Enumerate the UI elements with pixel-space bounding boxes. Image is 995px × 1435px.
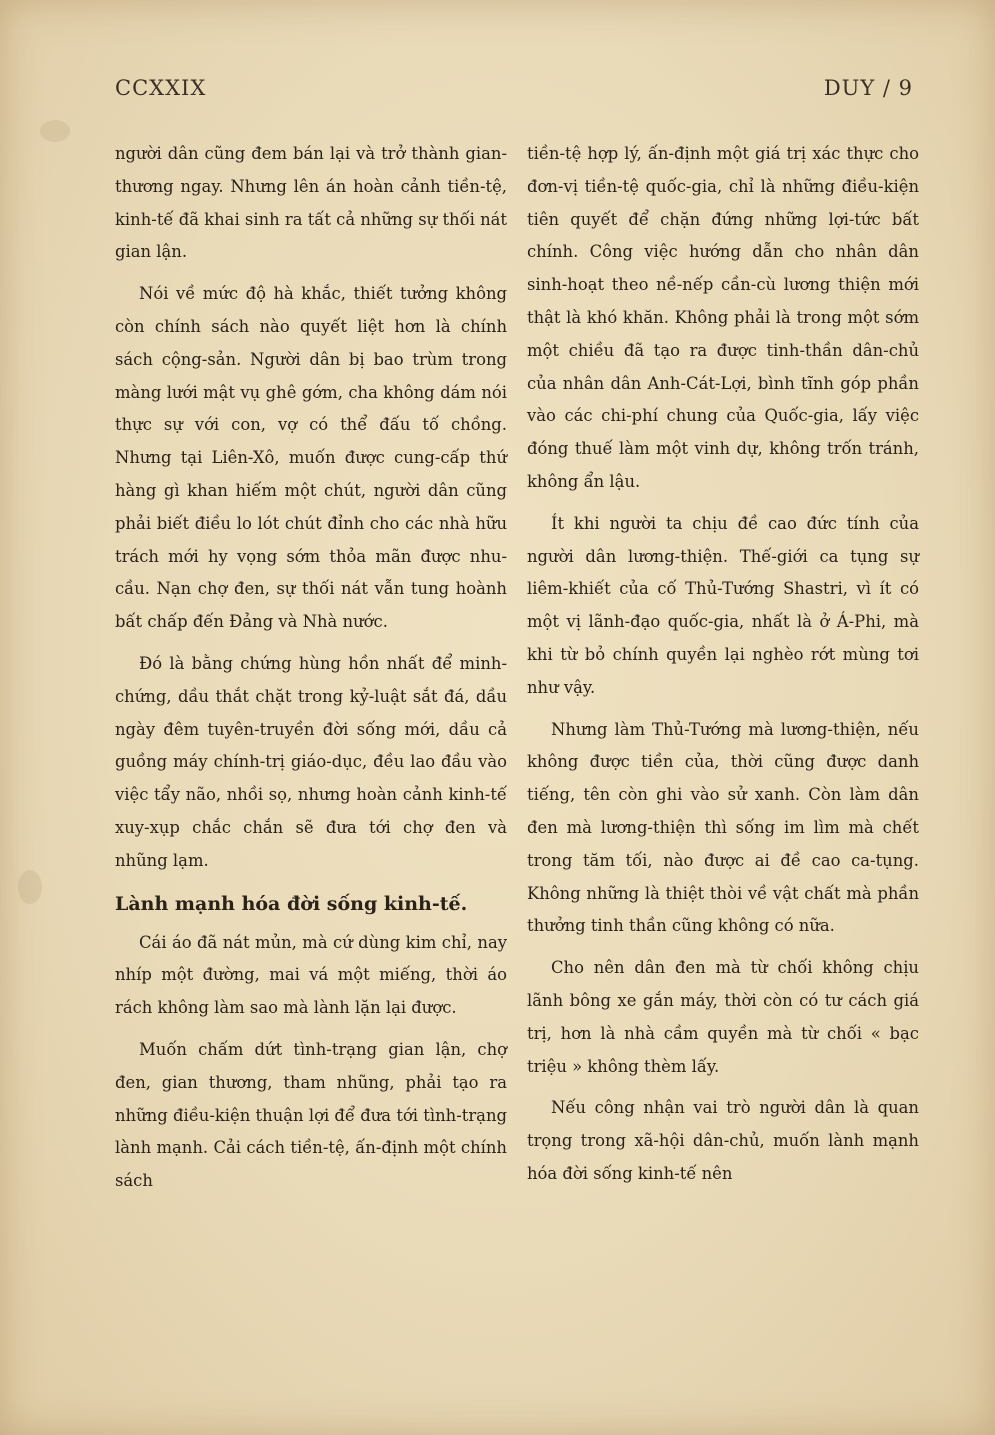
paragraph: Nếu công nhận vai trò người dân là quan trọng trong xã-hội dân-chủ, muốn lành mạnh hóa đời sống kinh-tế nên [527, 1098, 919, 1183]
paragraph: Nhưng làm Thủ-Tướng mà lương-thiện, nếu không được tiền của, thời cũng được danh tiếng, tên còn ghi vào sử xanh. Còn làm dân đen mà lương-thiện thì sống im lìm mà chết trong tăm tối, nào được ai đề cao ca-tụng. Không những là thiệt thòi về vật chất mà phần thưởng tinh thần cũng không có nữa. [527, 719, 919, 936]
paragraph: Đó là bằng chứng hùng hồn nhất để minh-chứng, dầu thắt chặt trong kỷ-luật sắt đá, dầu ngày đêm tuyên-truyền đời sống mới, dầu cả guồng máy chính-trị giáo-dục, đều lao đầu vào việc tẩy não, nhồi sọ, nhưng hoàn cảnh kinh-tế xuy-xụp chắc chắn sẽ đưa tới chợ đen và nhũng lạm. [115, 653, 507, 870]
paper-stain [40, 120, 70, 142]
paragraph: Nói về mức độ hà khắc, thiết tưởng không còn chính sách nào quyết liệt hơn là chính sách cộng-sản. Người dân bị bao trùm trong màng lưới mật vụ ghê gớm, cha không dám nói thực sự với con, vợ có thể đấu tố chồng. Nhưng tại Liên-Xô, muốn được cung-cấp thứ hàng gì khan hiếm một chút, người dân cũng phải biết điều lo lót chút đỉnh cho các nhà hữu trách mới hy vọng sớm thỏa mãn được nhu-cầu. Nạn chợ đen, sự thối nát vẫn tung hoành bất chấp đến Đảng và Nhà nước. [115, 284, 507, 632]
running-title: DUY / 9 [823, 76, 913, 100]
paragraph: Cái áo đã nát mủn, mà cứ dùng kim chỉ, nay nhíp một đường, mai vá một miếng, thời áo rách không làm sao mà lành lặn lại được. [115, 932, 507, 1018]
left-column [115, 138, 507, 1207]
paragraph: Ít khi người ta chịu đề cao đức tính của người dân lương-thiện. Thế-giới ca tụng sự liêm-khiết của cố Thủ-Tướng Shastri, vì ít có một vị lãnh-đạo quốc-gia, nhất là ở Á-Phi, mà khi từ bỏ chính quyền lại nghèo rớt mùng tơi như vậy. [527, 513, 919, 697]
section-heading: Lành mạnh hóa đời sống kinh-tế. [115, 892, 468, 915]
paragraph: Cho nên dân đen mà từ chối không chịu lãnh bông xe gắn máy, thời còn có tư cách giá trị, hơn là nhà cầm quyền mà từ chối « bạc triệu » không thèm lấy. [527, 958, 919, 1076]
paragraph: tiền-tệ hợp lý, ấn-định một giá trị xác thực cho đơn-vị tiền-tệ quốc-gia, chỉ là những điều-kiện tiên quyết để chặn đứng những lợi-tức bất chính. Công việc hướng dẫn cho nhân dân sinh-hoạt theo nề-nếp cần-cù lương thiện mới thật là khó khăn. Không phải là trong một sớm một chiều đã tạo ra được tinh-thần dân-chủ của nhân dân Anh-Cát-Lợi, bình tĩnh góp phần vào các chi-phí chung của Quốc-gia, lấy việc đóng thuế làm một vinh dự, không trốn tránh, không ẩn lậu. [527, 144, 919, 491]
paragraph: Muốn chấm dứt tình-trạng gian lận, chợ đen, gian thương, tham nhũng, phải tạo ra những điều-kiện thuận lợi để đưa tới tình-trạng lành mạnh. Cải cách tiền-tệ, ấn-định một chính sách [115, 1039, 507, 1191]
paper-stain [18, 870, 42, 904]
right-column [527, 138, 919, 1200]
paragraph: người dân cũng đem bán lại và trở thành gian-thương ngay. Nhưng lên án hoàn cảnh tiền-tệ, kinh-tế đã khai sinh ra tất cả những sự thối nát gian lận. [115, 144, 507, 262]
chapter-number: CCXXIX [115, 76, 207, 100]
